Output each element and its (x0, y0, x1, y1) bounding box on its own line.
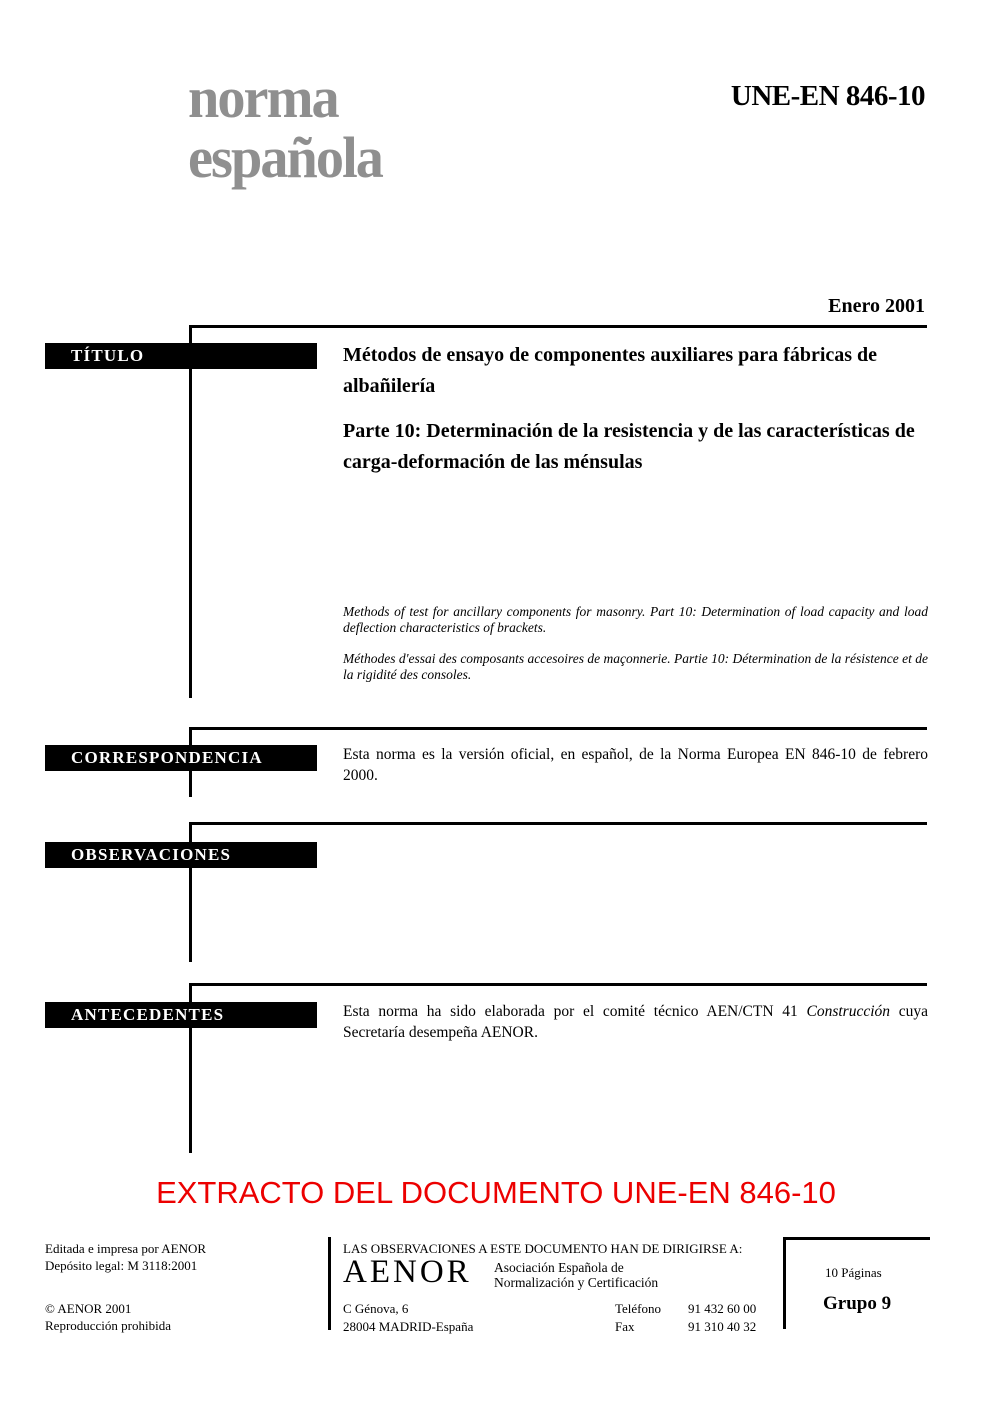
footer-fax-value: 91 310 40 32 (688, 1318, 757, 1334)
footer-group-box (783, 1237, 930, 1329)
antecedentes-text-after: cuya Secretaría desempeña AENOR. (343, 1003, 928, 1041)
footer-notice: LAS OBSERVACIONES A ESTE DOCUMENTO HAN DE DIRIGIRSE A: (343, 1241, 743, 1256)
brand-line-2: española (188, 125, 382, 190)
footer-address (343, 1300, 473, 1335)
footer-address-line2: 28004 MADRID-España (343, 1318, 474, 1334)
rule-observaciones (190, 822, 927, 825)
footer-publisher-line1: Editada e impresa por AENOR (45, 1241, 207, 1256)
footer-fax-label: Fax (615, 1318, 635, 1334)
footer-publisher (45, 1240, 206, 1274)
footer-page-count: 10 Páginas (825, 1265, 882, 1280)
rule-correspondencia (190, 727, 927, 730)
footer-group-number: Grupo 9 (823, 1293, 892, 1314)
footer-contact (615, 1300, 756, 1335)
footer-phone-label: Teléfono (615, 1301, 662, 1316)
footer-divider (328, 1237, 331, 1330)
footer-copyright (45, 1300, 171, 1334)
aenor-org-name (494, 1261, 658, 1290)
aenor-org-line1: Asociación Española de (494, 1260, 624, 1275)
footer-publisher-line2: Depósito legal: M 3118:2001 (45, 1258, 198, 1273)
rule-top (190, 325, 927, 328)
vline-titulo (189, 325, 192, 698)
title-spanish: Métodos de ensayo de componentes auxiliares para fábricas de albañilería (343, 344, 878, 397)
antecedentes-committee-name: Construcción (806, 1003, 891, 1020)
document-code: UNE-EN 846-10 (730, 80, 925, 112)
antecedentes-text-before: Esta norma ha sido elaborada por el comité técnico AEN/CTN 41 (343, 1003, 807, 1020)
footer-phone-value: 91 432 60 00 (688, 1301, 757, 1316)
correspondencia-label-bar: CORRESPONDENCIA (45, 745, 317, 771)
title-english: Methods of test for ancillary components for masonry. Part 10: Determination of load capacity and load deflection characteristics of brackets. (343, 604, 928, 635)
footer-address-line1: C Génova, 6 (343, 1301, 409, 1316)
title-part: Parte 10: Determinación de la resistencia y de las características de carga-deformación de las ménsulas (343, 420, 915, 473)
antecedentes-text (343, 1001, 928, 1043)
aenor-logo: AENOR (343, 1254, 472, 1290)
issue-date: Enero 2001 (828, 295, 925, 317)
footer-copyright-line2: Reproducción prohibida (45, 1318, 171, 1333)
rule-antecedentes (190, 983, 927, 986)
extracto-banner: EXTRACTO DEL DOCUMENTO UNE-EN 846-10 (156, 1175, 836, 1210)
correspondencia-text: Esta norma es la versión oficial, en español, de la Norma Europea EN 846-10 de febrero 2000. (343, 746, 928, 784)
aenor-org-line2: Normalización y Certificación (494, 1274, 659, 1290)
title-french: Méthodes d'essai des composants accesoires de maçonnerie. Partie 10: Détermination de la résistence et de la rigidité des consoles. (343, 651, 928, 682)
footer-copyright-line1: © AENOR 2001 (45, 1301, 132, 1316)
norma-espanola-logo (188, 65, 382, 190)
titulo-label-bar: TÍTULO (45, 343, 317, 369)
brand-line-1: norma (188, 65, 338, 130)
antecedentes-label-bar: ANTECEDENTES (45, 1002, 317, 1028)
observaciones-label-bar: OBSERVACIONES (45, 842, 317, 868)
